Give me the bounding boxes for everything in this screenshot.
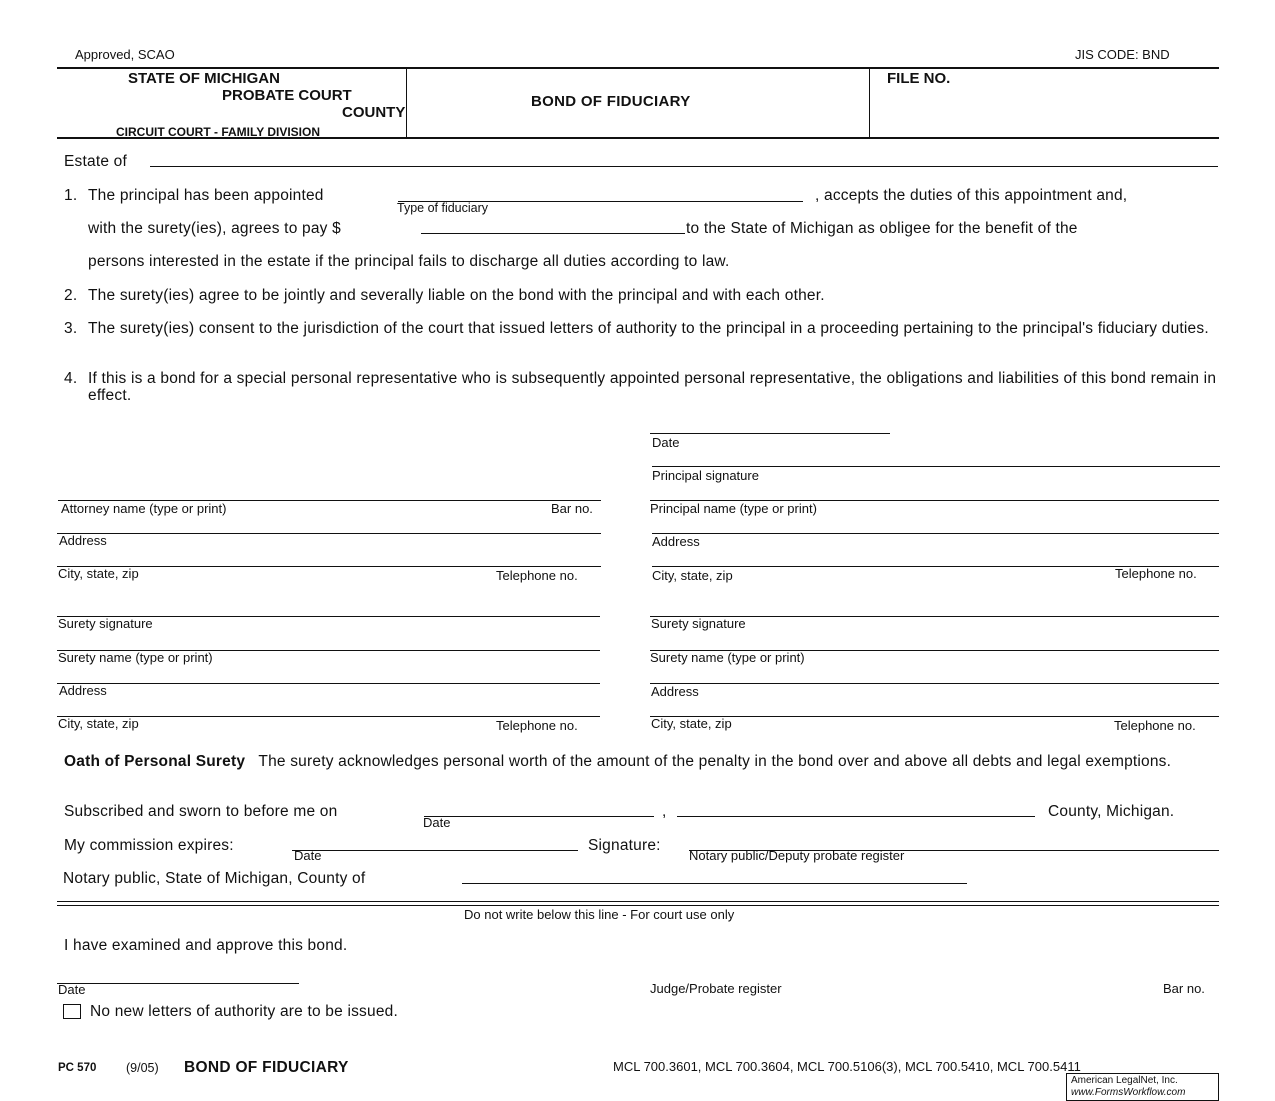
state-of-michigan: STATE OF MICHIGAN bbox=[128, 70, 280, 87]
vendor-stamp bbox=[1066, 1073, 1219, 1101]
surety-1-address-input[interactable] bbox=[57, 667, 600, 684]
attorney-address-input[interactable] bbox=[57, 517, 601, 534]
principal-date-label: Date bbox=[652, 435, 680, 450]
clause-3-text: The surety(ies) consent to the jurisdiction of the court that issued letters of authority to the principal in a proceeding pertaining to the principal's fiduciary duties. bbox=[88, 320, 1209, 337]
principal-name-input[interactable] bbox=[650, 484, 1219, 501]
clause-1-text-b: , accepts the duties of this appointment and, bbox=[815, 187, 1128, 204]
vendor-url[interactable]: www.FormsWorkflow.com bbox=[1071, 1087, 1186, 1098]
jis-code: JIS CODE: BND bbox=[1075, 47, 1170, 62]
principal-city-label: City, state, zip bbox=[652, 568, 733, 583]
subscribed-label: Subscribed and sworn to before me on bbox=[64, 803, 338, 820]
county-label: COUNTY bbox=[342, 104, 406, 121]
attorney-name-input[interactable] bbox=[58, 484, 601, 501]
form-revision: (9/05) bbox=[126, 1061, 159, 1075]
court-use-rule-bottom bbox=[57, 905, 1219, 906]
no-new-letters-label: No new letters of authority are to be issued. bbox=[90, 1003, 398, 1020]
surety-2-telephone-label: Telephone no. bbox=[1114, 718, 1196, 733]
court-use-divider-text: Do not write below this line - For court use only bbox=[464, 907, 735, 922]
surety-1-city-input[interactable] bbox=[57, 700, 600, 717]
principal-date-input[interactable] bbox=[650, 417, 890, 434]
surety-2-signature-input[interactable] bbox=[650, 600, 1219, 617]
clause-1-text-a: The principal has been appointed bbox=[88, 187, 324, 204]
clause-1-text-d: to the State of Michigan as obligee for the benefit of the bbox=[686, 220, 1078, 237]
attorney-telephone-label: Telephone no. bbox=[496, 568, 578, 583]
clause-2-text: The surety(ies) agree to be jointly and severally liable on the bond with the principal and with each other. bbox=[88, 287, 825, 304]
principal-address-label: Address bbox=[652, 534, 700, 549]
mcl-references: MCL 700.3601, MCL 700.3604, MCL 700.5106(3), MCL 700.5410, MCL 700.5411 bbox=[613, 1059, 1081, 1074]
principal-signature-label: Principal signature bbox=[652, 468, 759, 483]
header-top-rule bbox=[57, 67, 1219, 69]
attorney-address-label: Address bbox=[59, 533, 107, 548]
county-michigan-label: County, Michigan. bbox=[1048, 803, 1175, 820]
surety-2-name-input[interactable] bbox=[650, 634, 1219, 651]
clause-4-text: If this is a bond for a special personal representative who is subsequently appointed personal representative, the obligations and liabilities of this bond remain in effect. bbox=[88, 370, 1217, 404]
clause-1-text-c: with the surety(ies), agrees to pay $ bbox=[88, 220, 341, 237]
probate-court: PROBATE COURT bbox=[222, 87, 352, 104]
surety-2-address-label: Address bbox=[651, 684, 699, 699]
commission-label: My commission expires: bbox=[64, 837, 234, 854]
footer-title: BOND OF FIDUCIARY bbox=[184, 1059, 349, 1076]
notary-county-label: Notary public, State of Michigan, County of bbox=[63, 870, 366, 887]
surety-2-name-label: Surety name (type or print) bbox=[650, 650, 805, 665]
header-divider-1 bbox=[406, 68, 407, 138]
clause-4-number: 4. bbox=[64, 370, 78, 387]
clause-3-number: 3. bbox=[64, 320, 78, 337]
file-no-input[interactable] bbox=[976, 72, 1206, 88]
court-date-label: Date bbox=[58, 982, 86, 997]
principal-address-input[interactable] bbox=[652, 517, 1219, 534]
signature-label: Signature: bbox=[588, 837, 661, 854]
commission-date-caption: Date bbox=[294, 848, 322, 863]
surety-2-city-input[interactable] bbox=[650, 700, 1219, 717]
surety-2-address-input[interactable] bbox=[650, 667, 1219, 684]
estate-label: Estate of bbox=[64, 153, 127, 170]
no-new-letters-checkbox[interactable] bbox=[63, 1004, 81, 1019]
clause-1-number: 1. bbox=[64, 187, 78, 204]
sworn-date-caption: Date bbox=[423, 815, 451, 830]
notary-county-input[interactable] bbox=[462, 867, 967, 884]
bond-amount-input[interactable] bbox=[421, 217, 685, 234]
surety-2-signature-label: Surety signature bbox=[651, 616, 746, 631]
fiduciary-type-input[interactable] bbox=[398, 185, 803, 202]
circuit-court: CIRCUIT COURT - FAMILY DIVISION bbox=[116, 125, 321, 139]
judge-label: Judge/Probate register bbox=[650, 981, 782, 996]
commission-date-input[interactable] bbox=[292, 834, 578, 851]
attorney-city-label: City, state, zip bbox=[58, 566, 139, 581]
attorney-name-label: Attorney name (type or print) bbox=[61, 501, 227, 516]
file-no-label: FILE NO. bbox=[887, 70, 951, 87]
attorney-bar-no-label: Bar no. bbox=[551, 501, 593, 516]
approved-scao: Approved, SCAO bbox=[75, 47, 175, 62]
surety-1-telephone-label: Telephone no. bbox=[496, 718, 578, 733]
fiduciary-type-caption: Type of fiduciary bbox=[397, 201, 489, 215]
surety-1-name-input[interactable] bbox=[57, 634, 600, 651]
surety-1-signature-input[interactable] bbox=[57, 600, 600, 617]
form-title: BOND OF FIDUCIARY bbox=[531, 93, 691, 110]
clause-1-text-e: persons interested in the estate if the principal fails to discharge all duties according to law. bbox=[88, 253, 730, 270]
header-divider-2 bbox=[869, 68, 870, 138]
oath-paragraph bbox=[64, 753, 1224, 770]
oath-title: Oath of Personal Surety bbox=[64, 753, 246, 770]
oath-text: The surety acknowledges personal worth of the amount of the penalty in the bond over and above all debts and legal exemptions. bbox=[258, 753, 1172, 770]
principal-name-label: Principal name (type or print) bbox=[650, 501, 817, 516]
surety-1-signature-label: Surety signature bbox=[58, 616, 153, 631]
judge-bar-no-label: Bar no. bbox=[1163, 981, 1205, 996]
form-number: PC 570 bbox=[58, 1062, 97, 1074]
principal-signature-input[interactable] bbox=[652, 450, 1220, 467]
court-date-input[interactable] bbox=[57, 967, 299, 984]
notary-caption: Notary public/Deputy probate register bbox=[689, 848, 905, 863]
sworn-county-input[interactable] bbox=[677, 800, 1035, 817]
clause-2-number: 2. bbox=[64, 287, 78, 304]
surety-1-name-label: Surety name (type or print) bbox=[58, 650, 213, 665]
surety-1-address-label: Address bbox=[59, 683, 107, 698]
sworn-date-input[interactable] bbox=[424, 800, 654, 817]
principal-telephone-label: Telephone no. bbox=[1115, 566, 1197, 581]
surety-2-city-label: City, state, zip bbox=[651, 716, 732, 731]
surety-1-city-label: City, state, zip bbox=[58, 716, 139, 731]
examined-text: I have examined and approve this bond. bbox=[64, 937, 348, 954]
sworn-comma: , bbox=[662, 803, 667, 820]
estate-input[interactable] bbox=[150, 150, 1218, 167]
vendor-name: American LegalNet, Inc. bbox=[1071, 1075, 1178, 1086]
attorney-city-input[interactable] bbox=[57, 550, 601, 567]
principal-city-input[interactable] bbox=[652, 550, 1219, 567]
judge-signature-input[interactable] bbox=[650, 964, 1219, 980]
court-use-rule-top bbox=[57, 901, 1219, 902]
